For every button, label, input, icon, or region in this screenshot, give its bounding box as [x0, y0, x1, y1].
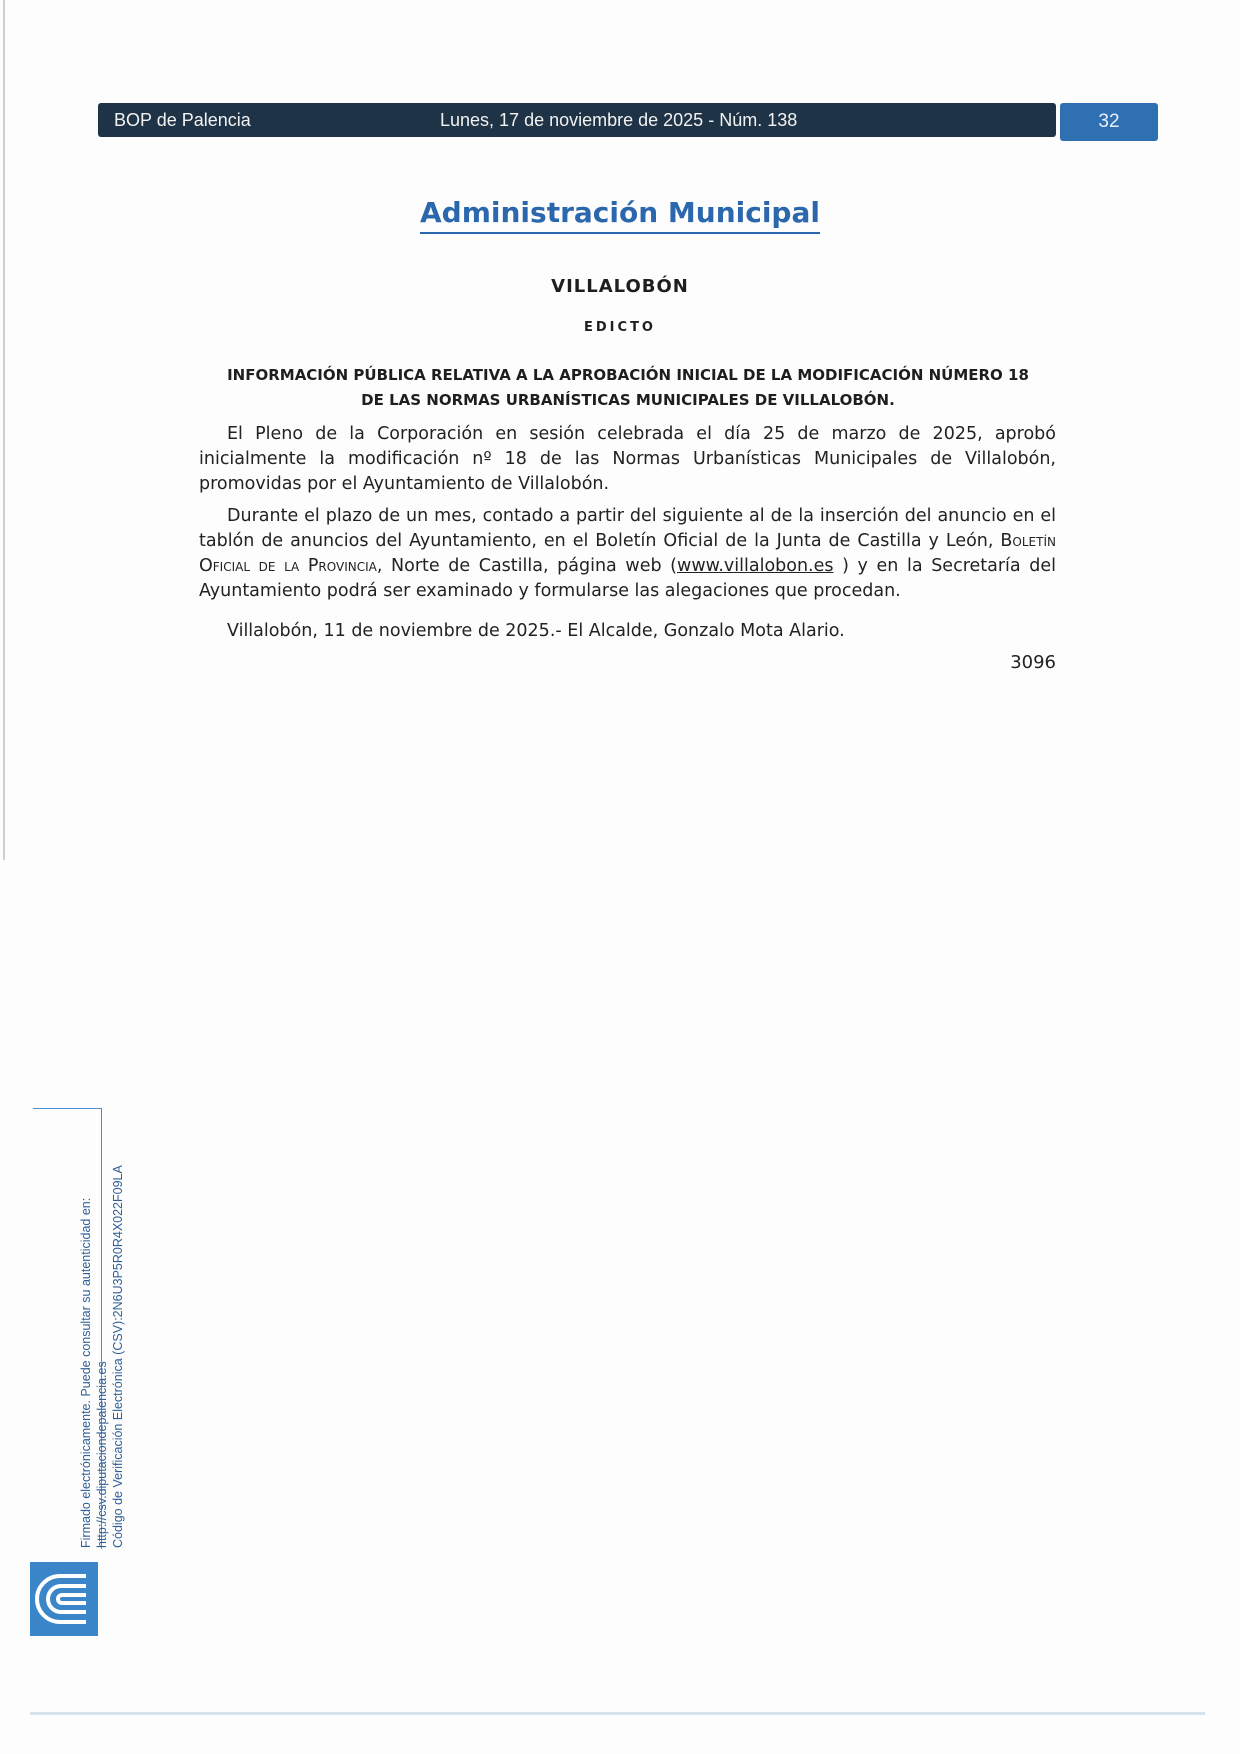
subject-line-1: INFORMACIÓN PÚBLICA RELATIVA A LA APROBACIÓN INICIAL DE LA MODIFICACIÓN NÚMERO 18: [227, 366, 1029, 384]
header-bar: [98, 103, 1056, 137]
paragraph-public-exposure: [199, 504, 1056, 604]
paragraph-approval: El Pleno de la Corporación en sesión celebrada el día 25 de marzo de 2025, aprobó inicialmente la modificación nº 18 de las Normas Urbanísticas Municipales de Villalobón, promovidas por el Ayuntamiento de Villalobón.: [199, 424, 1056, 494]
paragraph-text-part-2: , Norte de Castilla, página web (: [376, 556, 678, 576]
bottom-rule: [30, 1712, 1205, 1715]
paragraph-text-part-1: Durante el plazo de un mes, contado a partir del siguiente al de la inserción del anuncio en el tablón de anuncios del Ayuntamiento, en el Boletín Oficial de la Junta de Castilla y León,: [199, 506, 1056, 551]
website-link[interactable]: www.villalobon.es: [677, 556, 834, 576]
signature-notice-url: http://csv.diputaciondepalencia.es: [95, 1361, 109, 1548]
electronic-signature-notice: [78, 1108, 126, 1548]
issue-date: Lunes, 17 de noviembre de 2025 - Núm. 138: [440, 110, 798, 130]
subject-line-2: DE LAS NORMAS URBANÍSTICAS MUNICIPALES DE VILLALOBÓN.: [361, 391, 895, 409]
paragraph-text-part-3: ) y en la Secretaría del Ayuntamiento podrá ser examinado y formularse las alegaciones que procedan.: [199, 556, 1056, 601]
municipality-heading: VILLALOBÓN: [551, 276, 689, 297]
boletin-oficial-provincia: Boletín Oficial de la Provincia: [199, 531, 1056, 576]
signature-line: Villalobón, 11 de noviembre de 2025.- El Alcalde, Gonzalo Mota Alario.: [227, 621, 845, 641]
page-number-badge: 32: [1060, 103, 1158, 141]
announcement-reference-number: 3096: [1010, 652, 1056, 673]
diputacion-palencia-logo-icon: [30, 1562, 98, 1636]
page-edge-rule: [3, 0, 5, 860]
section-title: [0, 196, 1240, 234]
document-type: EDICTO: [584, 320, 656, 335]
publication-name: BOP de Palencia: [114, 110, 251, 130]
announcement-subject: [200, 363, 1056, 413]
section-title-text: Administración Municipal: [420, 196, 820, 234]
signature-notice-line-1: Firmado electrónicamente. Puede consultar su autenticidad en:: [79, 1197, 93, 1548]
signature-notice-csv: Código de Verificación Electrónica (CSV):2N6U3P5R0R4X022F09LA: [111, 1165, 125, 1548]
